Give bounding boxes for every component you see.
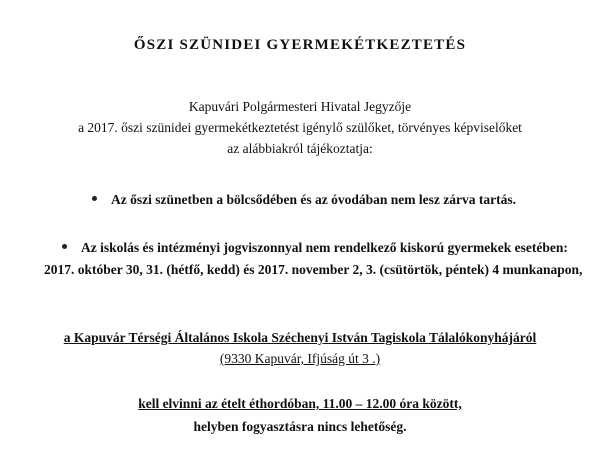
intro-addressees: a 2017. őszi szünidei gyermekétkeztetést igénylő szülőket, törvényes képviselőket (78, 120, 522, 135)
intro-informs: az alábbiakról tájékoztatja: (227, 141, 373, 156)
school-address: (9330 Kapuvár, Ifjúság út 3 .) (219, 351, 381, 366)
pickup-instruction: kell elvinni az ételt éthordóban, 11.00 – 12.00 óra között, (138, 396, 462, 411)
bullet-item-school-children (62, 240, 568, 256)
bullet-text: Az őszi szünetben a bölcsődében és az óvodában nem lesz zárva tartás. (111, 192, 516, 207)
bullet-dates: 2017. október 30, 31. (hétfő, kedd) és 2017. november 2, 3. (csütörtök, péntek) 4 munkanapon, (44, 262, 583, 277)
bullet-icon (92, 196, 97, 201)
bullet-text: Az iskolás és intézményi jogviszonnyal nem rendelkező kiskorú gyermekek esetében: (81, 240, 568, 255)
bullet-item-nursery (92, 192, 516, 208)
no-eating-note: helyben fogyasztásra nincs lehetőség. (193, 419, 407, 434)
school-name: a Kapuvár Térségi Általános Iskola Széchenyi István Tagiskola Tálalókonyhájáról (63, 330, 537, 345)
bullet-icon (62, 244, 67, 249)
intro-sender: Kapuvári Polgármesteri Hivatal Jegyzője (188, 99, 412, 114)
document-title: ŐSZI SZÜNIDEI GYERMEKÉTKEZTETÉS (133, 37, 467, 53)
